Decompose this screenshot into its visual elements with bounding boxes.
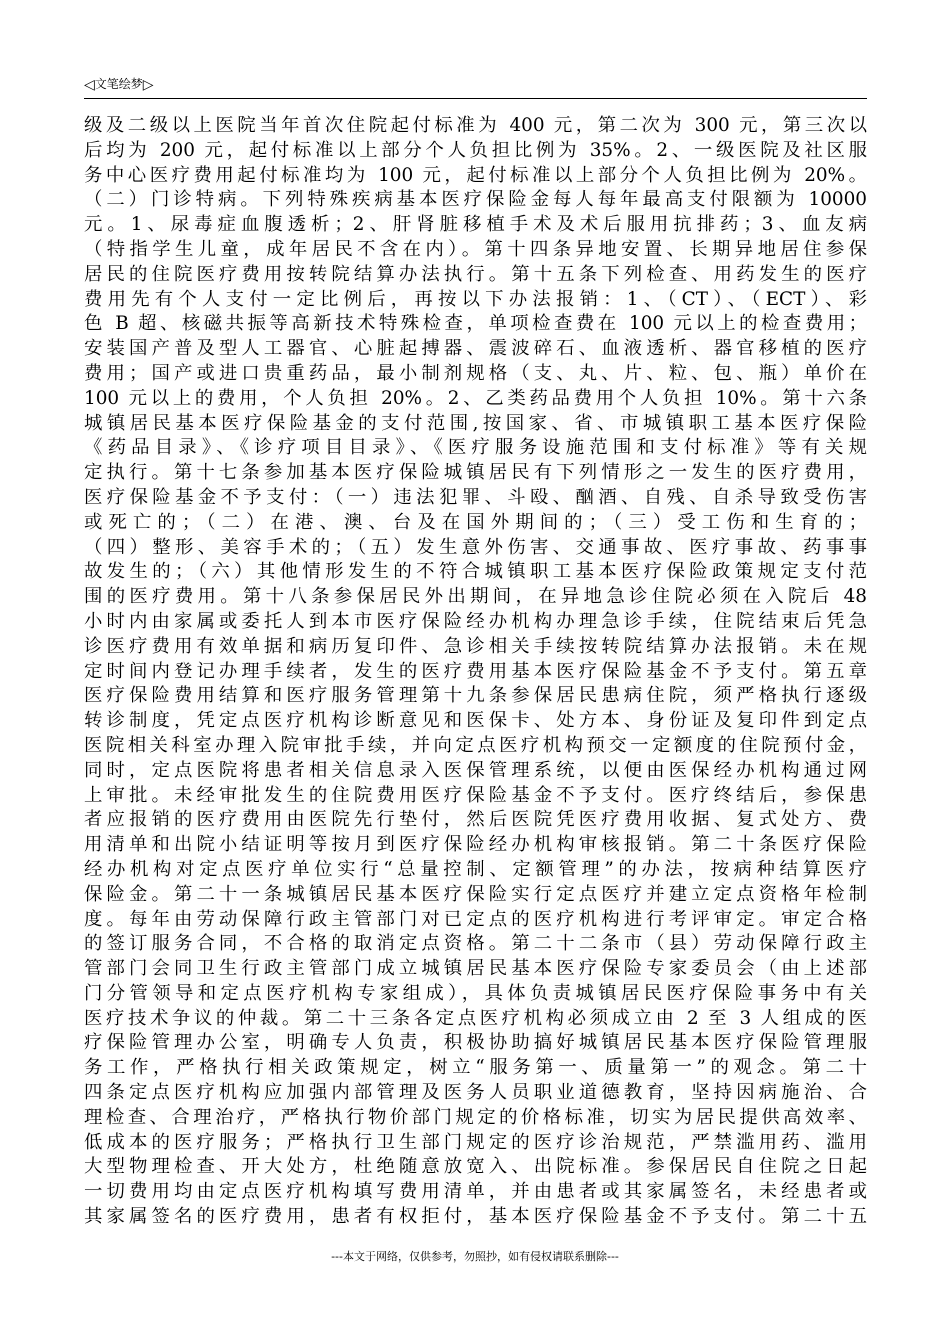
body-line: 围的医疗费用。第十八条参保居民外出期间，在异地急诊住院必须在入院后 48: [84, 586, 867, 608]
body-line: （特指学生儿童，成年居民不含在内）。第十四条异地安置、长期异地居住参保: [84, 238, 867, 260]
document-body: [84, 114, 867, 1230]
body-line: 后均为 200 元，起付标准以上部分个人负担比例为 35%。2、一级医院及社区服: [84, 139, 867, 161]
header-title: 文笔绘梦: [94, 77, 143, 91]
body-line: 者应报销的医疗费用由医院先行垫付，然后医院凭医疗费用收据、复式处方、费: [84, 809, 867, 831]
body-line: 《药品目录》、《诊疗项目目录》、《医疗服务设施范围和支付标准》等有关规: [84, 437, 867, 459]
left-triangle-icon: ◁: [84, 77, 95, 93]
body-line: 的签订服务合同，不合格的取消定点资格。第二十二条市（县）劳动保障行政主: [84, 933, 867, 955]
body-line: 居民的住院医疗费用按转院结算办法执行。第十五条下列检查、用药发生的医疗: [84, 263, 867, 285]
body-line: 门分管领导和定点医疗机构专家组成），具体负责城镇居民医疗保险事务中有关: [84, 982, 867, 1004]
page-header: [84, 72, 867, 96]
body-line: 小时内由家属或委托人到本市医疗保险经办机构办理急诊手续，住院结束后凭急: [84, 610, 867, 632]
body-line: 医院相关科室办理入院审批手续，并向定点医疗机构预交一定额度的住院预付金，: [84, 734, 867, 756]
body-line: 其家属签名的医疗费用，患者有权拒付，基本医疗保险基金不予支付。第二十五: [84, 1206, 867, 1228]
body-line: 诊医疗费用有效单据和病历复印件、急诊相关手续按转院结算办法报销。未在规: [84, 635, 867, 657]
body-line: 元。1、尿毒症血腹透析；2、肝肾脏移植手术及术后服用抗排药；3、血友病: [84, 214, 867, 236]
body-line: 级及二级以上医院当年首次住院起付标准为 400 元，第二次为 300 元，第三次以: [84, 115, 867, 136]
body-line: 或死亡的；（二）在港、澳、台及在国外期间的；（三）受工伤和生育的；: [84, 511, 867, 533]
body-line: 城镇居民基本医疗保险基金的支付范围,按国家、省、市城镇职工基本医疗保险: [84, 412, 867, 434]
page-footer-notice: ---本文于网络，仅供参考，勿照抄，如有侵权请联系删除---: [331, 1250, 619, 1263]
body-line: 度。每年由劳动保障行政主管部门对已定点的医疗机构进行考评审定。审定合格: [84, 908, 867, 930]
body-line: （二）门诊特病。下列特殊疾病基本医疗保险金每人每年最高支付限额为 10000: [84, 189, 867, 211]
body-line: 医疗保险费用结算和医疗服务管理第十九条参保居民患病住院，须严格执行逐级: [84, 685, 867, 707]
body-line: 务中心医疗费用起付标准均为 100 元，起付标准以上部分个人负担比例为 20%。: [84, 164, 867, 186]
body-line: 上审批。未经审批发生的住院费用医疗保险基金不予支付。医疗终结后，参保患: [84, 784, 867, 806]
header-divider: [84, 98, 867, 99]
body-line: 四条定点医疗机构应加强内部管理及医务人员职业道德教育，坚持因病施治、合: [84, 1082, 867, 1104]
body-line: 医疗技术争议的仲裁。第二十三条各定点医疗机构必须成立由 2 至 3 人组成的医: [84, 1007, 867, 1029]
body-line: 故发生的；（六）其他情形发生的不符合城镇职工基本医疗保险政策规定支付范: [84, 561, 867, 583]
body-line: （四）整形、美容手术的；（五）发生意外伤害、交通事故、医疗事故、药事事: [84, 536, 867, 558]
body-line: 安装国产普及型人工器官、心脏起搏器、震波碎石、血液透析、器官移植的医疗: [84, 338, 867, 360]
right-triangle-icon: ▷: [142, 77, 154, 93]
body-line: 定执行。第十七条参加基本医疗保险城镇居民有下列情形之一发生的医疗费用，: [84, 462, 867, 484]
body-line: 定时间内登记办理手续者，发生的医疗费用基本医疗保险基金不予支付。第五章: [84, 660, 867, 682]
body-line: 大型物理检查、开大处方，杜绝随意放宽入、出院标准。参保居民自住院之日起: [84, 1156, 867, 1178]
body-line: 保险金。第二十一条城镇居民基本医疗保险实行定点医疗并建立定点资格年检制: [84, 883, 867, 905]
body-line: 转诊制度，凭定点医疗机构诊断意见和医保卡、处方本、身份证及复印件到定点: [84, 710, 867, 732]
body-line: 管部门会同卫生行政主管部门成立城镇居民基本医疗保险专家委员会（由上述部: [84, 958, 867, 980]
body-line: 医疗保险基金不予支付：（一）违法犯罪、斗殴、酗酒、自残、自杀导致受伤害: [84, 486, 867, 508]
body-line: 务工作，严格执行相关政策规定，树立“服务第一、质量第一”的观念。第二十: [84, 1057, 867, 1079]
body-line: 疗保险管理办公室，明确专人负责，积极协助搞好城镇居民基本医疗保险管理服: [84, 1032, 867, 1054]
body-line: 低成本的医疗服务；严格执行卫生部门规定的医疗诊治规范，严禁滥用药、滥用: [84, 1131, 867, 1153]
body-line: 理检查、合理治疗，严格执行物价部门规定的价格标准，切实为居民提供高效率、: [84, 1106, 867, 1128]
body-line: 100 元以上的费用，个人负担 20%。2、乙类药品费用个人负担 10%。第十六条: [84, 387, 867, 409]
body-line: 费用先有个人支付一定比例后，再按以下办法报销：1、（CT）、（ECT）、彩: [84, 288, 867, 310]
body-line: 色 B 超、核磁共振等高新技术特殊检查，单项检查费在 100 元以上的检查费用；: [84, 313, 867, 335]
body-line: 同时，定点医院将患者相关信息录入医保管理系统，以便由医保经办机构通过网: [84, 759, 867, 781]
body-line: 经办机构对定点医疗单位实行“总量控制、定额管理”的办法，按病种结算医疗: [84, 858, 867, 880]
body-line: 费用；国产或进口贵重药品，最小制剂规格（支、丸、片、粒、包、瓶）单价在: [84, 362, 867, 384]
body-line: 一切费用均由定点医疗机构填写费用清单，并由患者或其家属签名，未经患者或: [84, 1181, 867, 1203]
body-line: 用清单和出院小结证明等按月到医疗保险经办机构审核报销。第二十条医疗保险: [84, 834, 867, 856]
